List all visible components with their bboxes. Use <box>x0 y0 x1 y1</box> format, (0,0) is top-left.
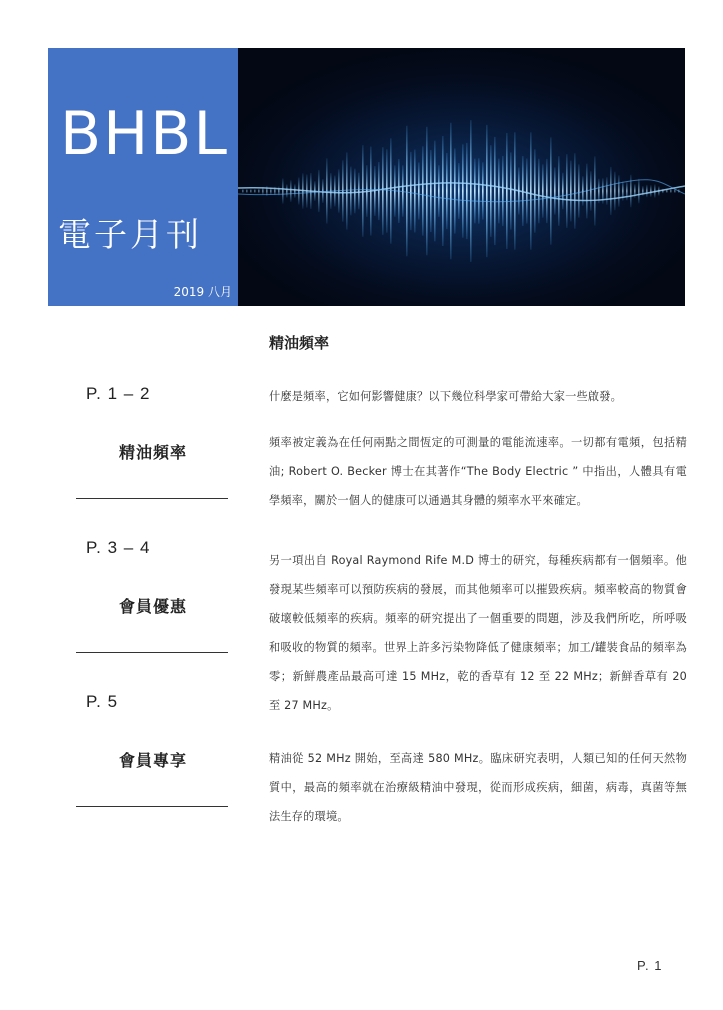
wave-bar <box>346 152 348 229</box>
wave-bar <box>550 137 552 244</box>
wave-bar <box>418 162 420 219</box>
divider-line <box>76 498 228 499</box>
wave-bar <box>242 189 244 193</box>
divider-line <box>76 652 228 653</box>
toc-entry[interactable] <box>76 380 230 534</box>
wave-bar <box>362 145 364 237</box>
wave-bar <box>350 167 352 216</box>
article-title: 精油頻率 <box>269 334 330 352</box>
wave-bar <box>502 156 504 226</box>
wave-bar <box>570 161 572 222</box>
wave-bar <box>446 153 448 229</box>
wave-bar <box>558 156 560 226</box>
wave-bar <box>442 136 444 246</box>
wave-bar <box>282 178 284 203</box>
wave-bar <box>286 184 288 197</box>
wave-bar <box>554 167 556 214</box>
wave-bar <box>430 150 432 232</box>
wave-bar <box>538 159 540 224</box>
issue-date: 2019 八月 <box>173 285 232 299</box>
article-paragraph: 頻率被定義為在任何兩點之間恆定的可測量的電能流速率。一切都有電頻，包括精油; Robert O. Becker 博士在其著作“The Body Electric ” 中指出，人體具有電學頻率，關於一個人的健康可以通過其身體的頻率水平來確定。 <box>269 436 687 507</box>
wave-bar <box>486 125 488 257</box>
toc-entry[interactable] <box>76 688 230 842</box>
wave-bar <box>494 137 496 245</box>
wave-bar <box>470 120 472 262</box>
wave-bar <box>414 150 416 233</box>
toc-title: 會員專享 <box>118 751 187 770</box>
wave-bar <box>450 123 452 260</box>
wave-bar <box>322 179 324 203</box>
wave-bar <box>254 189 256 193</box>
wave-bar <box>246 189 248 193</box>
wave-bar <box>386 149 388 232</box>
wave-bar <box>638 179 640 204</box>
wave-bar <box>482 162 484 219</box>
wave-bar <box>594 156 596 225</box>
wave-bar <box>578 164 580 217</box>
wave-bar <box>474 159 476 224</box>
wave-bar <box>498 159 500 224</box>
toc-title: 會員優惠 <box>118 597 187 616</box>
wave-bar <box>618 175 620 206</box>
brand-title: BHBL <box>60 99 229 169</box>
wave-bar <box>358 173 360 210</box>
table-of-contents <box>76 380 230 842</box>
toc-page-range: P. 3 – 4 <box>86 538 151 557</box>
wave-bar <box>510 152 512 229</box>
wave-bar <box>534 149 536 232</box>
wave-bar <box>606 177 608 205</box>
wave-bar <box>478 158 480 223</box>
wave-bar <box>582 176 584 205</box>
wave-bar <box>506 133 508 249</box>
wave-bar <box>630 175 632 207</box>
divider-line <box>76 806 228 807</box>
wave-bar <box>650 185 652 197</box>
article-paragraph: 什麼是頻率，它如何影響健康？以下幾位科學家可帶給大家一些啟發。 <box>269 390 623 403</box>
wave-bar <box>382 147 384 235</box>
wave-bar <box>422 146 424 235</box>
wave-bar <box>590 171 592 210</box>
wave-bar <box>462 144 464 237</box>
wave-bar <box>290 180 292 202</box>
wave-bar <box>530 132 532 249</box>
sound-wave-image <box>238 48 685 306</box>
wave-bar <box>670 189 672 193</box>
title-panel <box>48 48 238 306</box>
wave-bar <box>566 154 568 228</box>
wave-bar <box>390 138 392 243</box>
wave-bar <box>626 182 628 201</box>
wave-bar <box>546 159 548 223</box>
wave-bar <box>406 126 408 256</box>
header-banner <box>48 48 685 306</box>
wave-bar <box>646 185 648 197</box>
toc-page-range: P. 1 – 2 <box>86 384 151 403</box>
wave-bar <box>614 172 616 211</box>
toc-title: 精油頻率 <box>118 443 187 462</box>
article-paragraph: 精油從 52 MHz 開始，至高達 580 MHz。臨床研究表明，人類已知的任何天然物質中，最高的頻率就在治療級精油中發現，從而形成疾病，細菌，病毒，真菌等無法生存的環境。 <box>269 752 687 823</box>
wave-bar <box>458 163 460 219</box>
wave-bar <box>250 189 252 193</box>
wave-bar <box>294 184 296 198</box>
wave-bar <box>514 132 516 249</box>
page-number: P. 1 <box>637 958 663 973</box>
wave-bar <box>258 189 260 194</box>
toc-entry[interactable] <box>76 534 230 688</box>
wave-bar <box>410 152 412 230</box>
article-paragraph: 另一項出自 Royal Raymond Rife M.D 博士的研究，每種疾病都有一個頻率。他發現某些頻率可以預防疾病的發展，而其他頻率可以摧毀疾病。頻率較高的物質會破壞較低頻率的疾病。頻率的研究提出了一個重要的問題，涉及我們所吃，所呼吸和吸收的物質的頻率。世界上許多污染物降低了健康頻率；加工/罐裝食品的頻率為零；新鮮農產品最高可達 15 MHz，乾的香草有 12 至 22 MHz；新鮮香草有 20 至 27 MHz。 <box>269 554 687 712</box>
wave-bar <box>610 167 612 215</box>
wave-bar <box>542 164 544 217</box>
wave-bar <box>490 145 492 237</box>
sound-wave-graphic <box>238 48 685 306</box>
magazine-subtitle: 電子月刊 <box>58 215 202 254</box>
wave-bar <box>354 169 356 214</box>
wave-bar <box>466 143 468 239</box>
wave-bar <box>298 177 300 204</box>
wave-bar <box>342 160 344 221</box>
wave-bar <box>378 162 380 220</box>
wave-bar <box>434 141 436 242</box>
wave-bar <box>526 159 528 224</box>
toc-page-range: P. 5 <box>86 692 119 711</box>
wave-bar <box>562 173 564 210</box>
wave-bar <box>454 148 456 233</box>
wave-bar <box>574 153 576 228</box>
wave-bar <box>426 127 428 256</box>
wave-bar <box>438 165 440 217</box>
